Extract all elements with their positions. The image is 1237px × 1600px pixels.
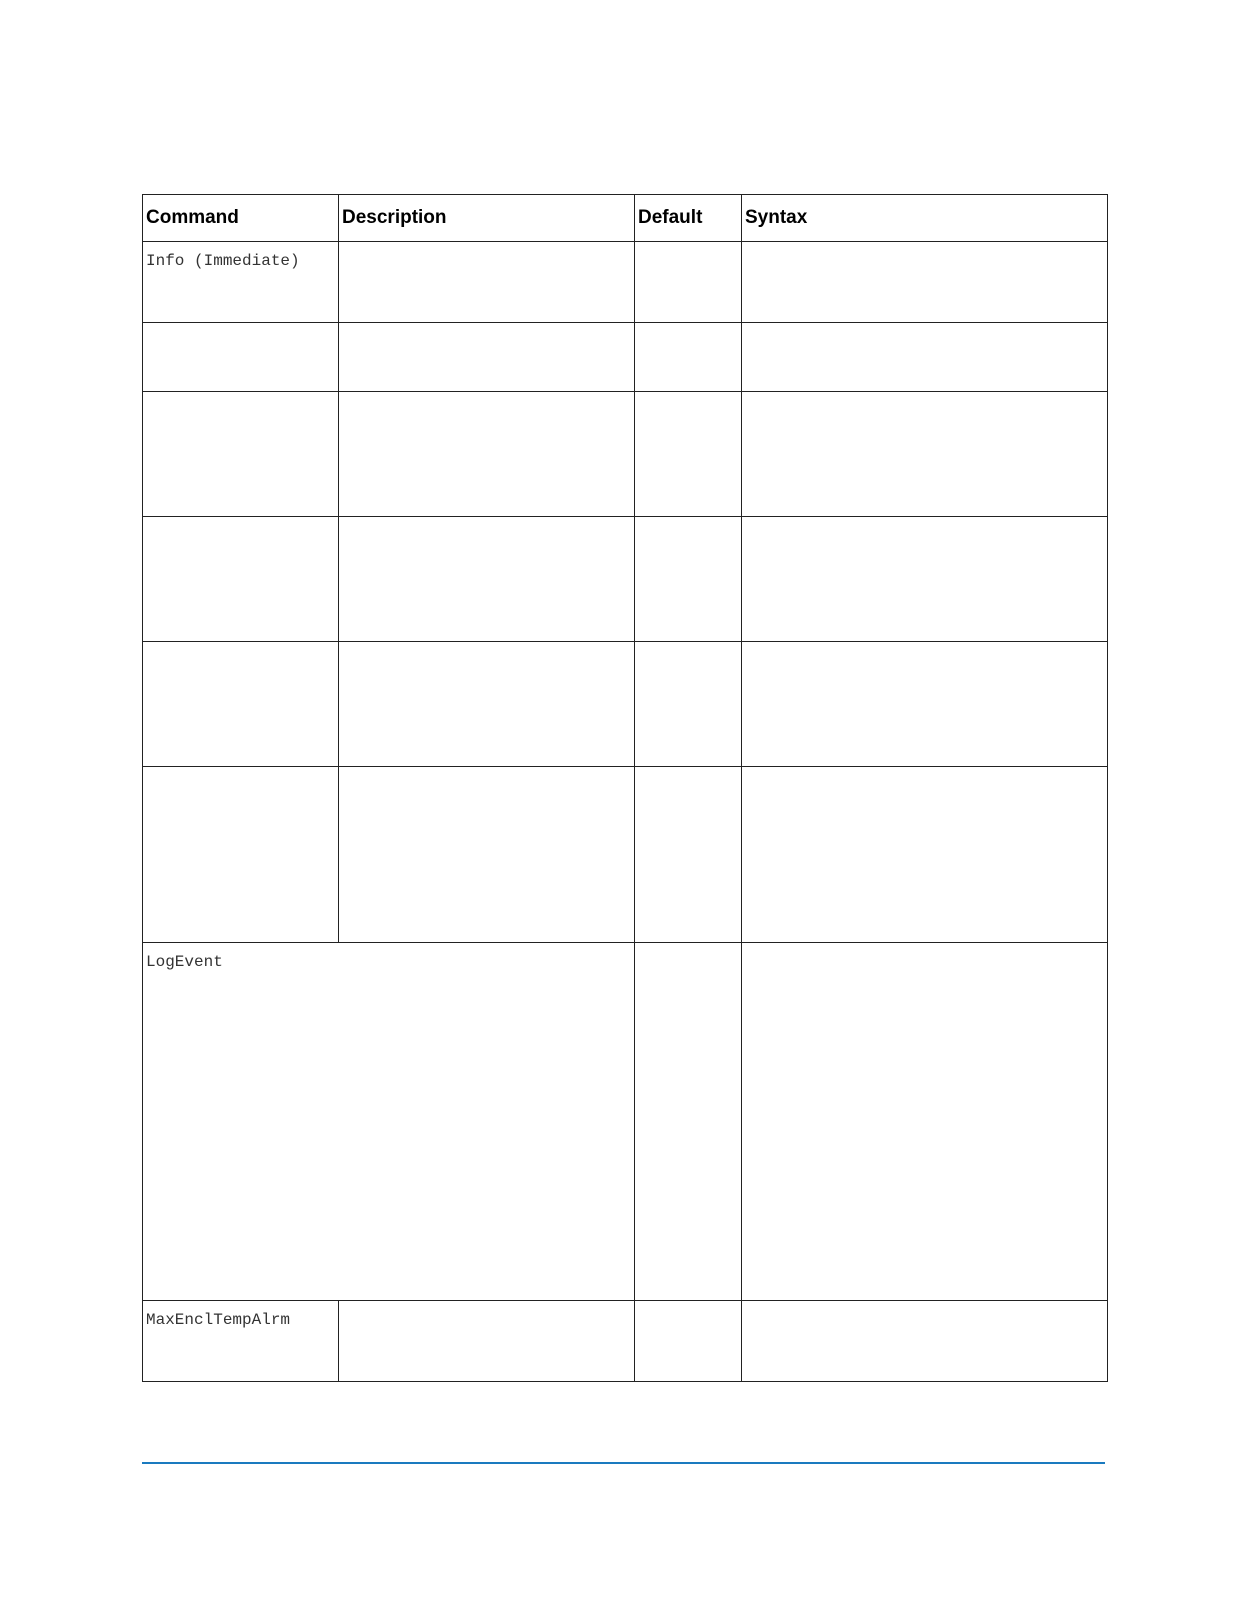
- cell-command: Info (Immediate): [143, 242, 339, 323]
- table-row: [143, 242, 1108, 323]
- cell-default: [635, 943, 742, 1301]
- cell-description: [339, 242, 635, 323]
- cell-command: [143, 392, 339, 517]
- cell-default: [635, 642, 742, 767]
- header-command: Command: [143, 195, 339, 242]
- cell-default: [635, 1301, 742, 1382]
- table-header-row: [143, 195, 1108, 242]
- table-row: [143, 943, 1108, 1301]
- cell-default: [635, 242, 742, 323]
- cell-default: [635, 323, 742, 392]
- cell-default: [635, 517, 742, 642]
- cell-syntax: [742, 767, 1108, 943]
- header-syntax: Syntax: [742, 195, 1108, 242]
- cell-description: [339, 517, 635, 642]
- cell-syntax: [742, 943, 1108, 1301]
- cell-default: [635, 392, 742, 517]
- cell-command: [143, 517, 339, 642]
- cell-command-merged: LogEvent: [143, 943, 635, 1301]
- cell-command: [143, 642, 339, 767]
- cell-description: [339, 323, 635, 392]
- table-row: [143, 323, 1108, 392]
- table-row: [143, 1301, 1108, 1382]
- table-row: [143, 767, 1108, 943]
- cell-default: [635, 767, 742, 943]
- cell-syntax: [742, 242, 1108, 323]
- command-table: [142, 194, 1108, 1382]
- cell-syntax: [742, 323, 1108, 392]
- cell-description: [339, 392, 635, 517]
- footer-divider: [142, 1462, 1105, 1464]
- header-description: Description: [339, 195, 635, 242]
- header-default: Default: [635, 195, 742, 242]
- cell-description: [339, 1301, 635, 1382]
- cell-command: [143, 323, 339, 392]
- cell-description: [339, 767, 635, 943]
- cell-syntax: [742, 642, 1108, 767]
- cell-command: MaxEnclTempAlrm: [143, 1301, 339, 1382]
- cell-command: [143, 767, 339, 943]
- cell-description: [339, 642, 635, 767]
- table-row: [143, 517, 1108, 642]
- cell-syntax: [742, 392, 1108, 517]
- cell-syntax: [742, 517, 1108, 642]
- table-row: [143, 392, 1108, 517]
- table-row: [143, 642, 1108, 767]
- cell-syntax: [742, 1301, 1108, 1382]
